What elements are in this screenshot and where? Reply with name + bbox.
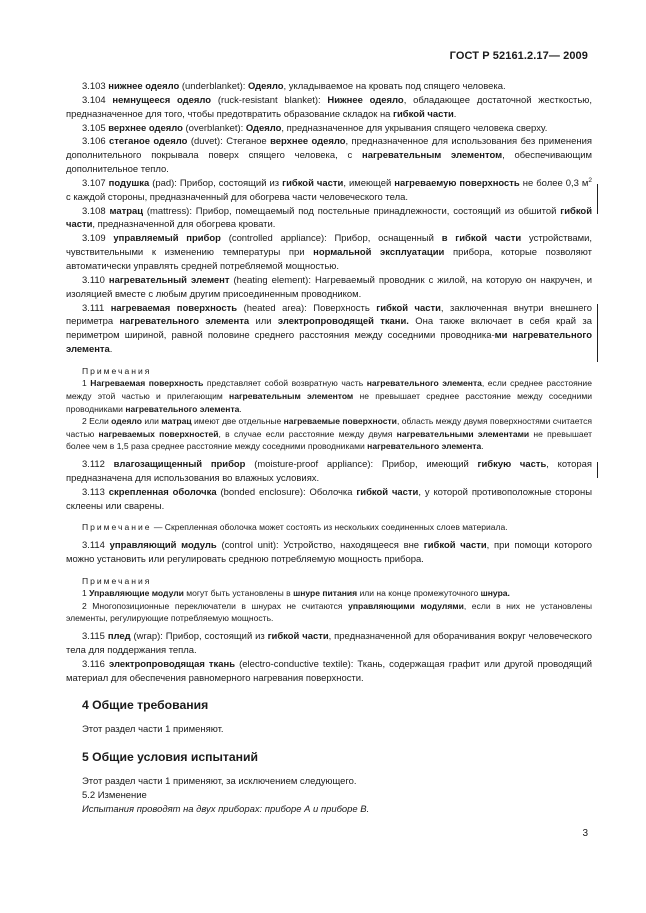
section-4-heading: 4 Общие требования (82, 698, 209, 713)
note-item: Примечание — Скрепленная оболочка может состоять из нескольких соединенных слоев материала. (82, 522, 508, 533)
change-bar (597, 462, 598, 478)
section-5-text: Этот раздел части 1 применяют, за исключением следующего. (82, 775, 357, 787)
notes-label: Примечания (82, 575, 152, 586)
definition-3-109: 3.109 управляемый прибор (controlled appliance): Прибор, оснащенный в гибкой части устройствами, чувствительными к изменению температуры при нормальной эксплуатации прибора, которые позволяют автоматически управлять средней потребляемой мощностью. (66, 233, 592, 272)
note-item: 2 Многопозиционные переключатели в шнурах не считаются управляющими модулями, если в них не установлены элементы, регулирующие потребляемую мощность. (66, 600, 593, 624)
page-number: 3 (582, 828, 588, 839)
definition-3-107: 3.107 подушка (pad): Прибор, состоящий из гибкой части, имеющей нагреваемую поверхность не более 0,3 $м^2$ с каждой стороны, предназначенный для обогрева части человеческого тела. (66, 176, 592, 203)
definition-3-104: 3.104 немнущееся одеяло (ruck-resistant blanket): Нижнее одеяло, обладающее достаточной жесткостью, предназначенное для того, чтобы предотвратить образование складок на гибкой части. (66, 94, 592, 120)
notes-label: Примечания (82, 365, 152, 376)
notes-block-1 (66, 365, 592, 453)
definition-3-113: 3.113 скрепленная оболочка (bonded enclosure): Оболочка гибкой части, у которой противоположные стороны склеены или сварены. (66, 486, 592, 512)
definition-3-103: 3.103 нижнее одеяло (underblanket): Одеяло, укладываемое на кровать под спящего человека. (82, 81, 506, 92)
definition-3-111: 3.111 нагреваемая поверхность (heated area): Поверхность гибкой части, заключенная внутри внешнего периметра нагревательного элемента или электропроводящей ткани. Она также включает в себя край за периметром шириной, равной половине среднего расстояния между соседними проводника-ми нагревательного элемента. (66, 302, 592, 356)
note-item: 2 Если одеяло или матрац имеют две отдельные нагреваемые поверхности, область между двумя поверхностями считается частью нагреваемых поверхностей, в случае если расстояние между двумя нагревательными элементами не превышает более чем в 1,5 раза среднее расстояние между соседними проводниками нагревательного элемента. (66, 416, 592, 452)
note-item: 1 Управляющие модули могут быть установлены в шнуре питания или на конце промежуточного шнура. (82, 588, 510, 599)
notes-block-3 (66, 575, 592, 625)
definition-3-116: 3.116 электропроводящая ткань (electro-conductive textile): Ткань, содержащая графит или другой проводящий материал для обеспечения равномерного нагревания поверхности. (66, 658, 592, 684)
definition-3-110: 3.110 нагревательный элемент (heating element): Нагреваемый проводник с жилой, на которую он накручен, и изоляцией вместе с любым другим присоединенным проводником. (66, 274, 592, 300)
definition-3-106: 3.106 стеганое одеяло (duvet): Стеганое верхнее одеяло, предназначенное для использования без применения дополнительного покрывала поверх спящего человека, с нагревательным элементом, обеспечивающим дополнительное тепло. (66, 136, 592, 176)
change-bar (597, 184, 598, 214)
definition-3-108: 3.108 матрац (mattress): Прибор, помещаемый под постельные принадлежности, состоящий из обшитой гибкой части, предназначенной для обогрева кровати. (66, 205, 592, 231)
notes-block-2 (66, 521, 592, 534)
subsection-5-2: 5.2 Изменение (82, 789, 147, 801)
change-bar (597, 304, 598, 362)
section-5-heading: 5 Общие условия испытаний (82, 750, 259, 765)
definition-3-112: 3.112 влагозащищенный прибор (moisture-proof appliance): Прибор, имеющий гибкую часть, которая предназначена для использования во влажных условиях. (66, 459, 592, 484)
document-body (66, 80, 592, 817)
definition-3-115: 3.115 плед (wrap): Прибор, состоящий из гибкой части, предназначенной для оборачивания вокруг человеческого тела для поддержания тепла. (66, 631, 592, 656)
section-5-italic-text: Испытания проводят на двух приборах: приборе А и приборе В. (82, 803, 370, 815)
section-4-text: Этот раздел части 1 применяют. (82, 724, 224, 736)
note-item: 1 Нагреваемая поверхность представляет собой возвратную часть нагревательного элемента, если среднее расстояние между этой частью и прилегающим нагревательным элементом не превышает среднее расстояние между соседними проводниками нагревательного элемента. (66, 378, 592, 414)
document-code: ГОСТ Р 52161.2.17— 2009 (449, 50, 588, 62)
definition-3-114: 3.114 управляющий модуль (control unit): Устройство, находящееся вне гибкой части, при помощи которого можно установить или регулировать среднюю потребляемую мощность прибора. (66, 540, 592, 565)
definition-3-105: 3.105 верхнее одеяло (overblanket): Одеяло, предназначенное для укрывания спящего человека сверху. (82, 122, 548, 134)
